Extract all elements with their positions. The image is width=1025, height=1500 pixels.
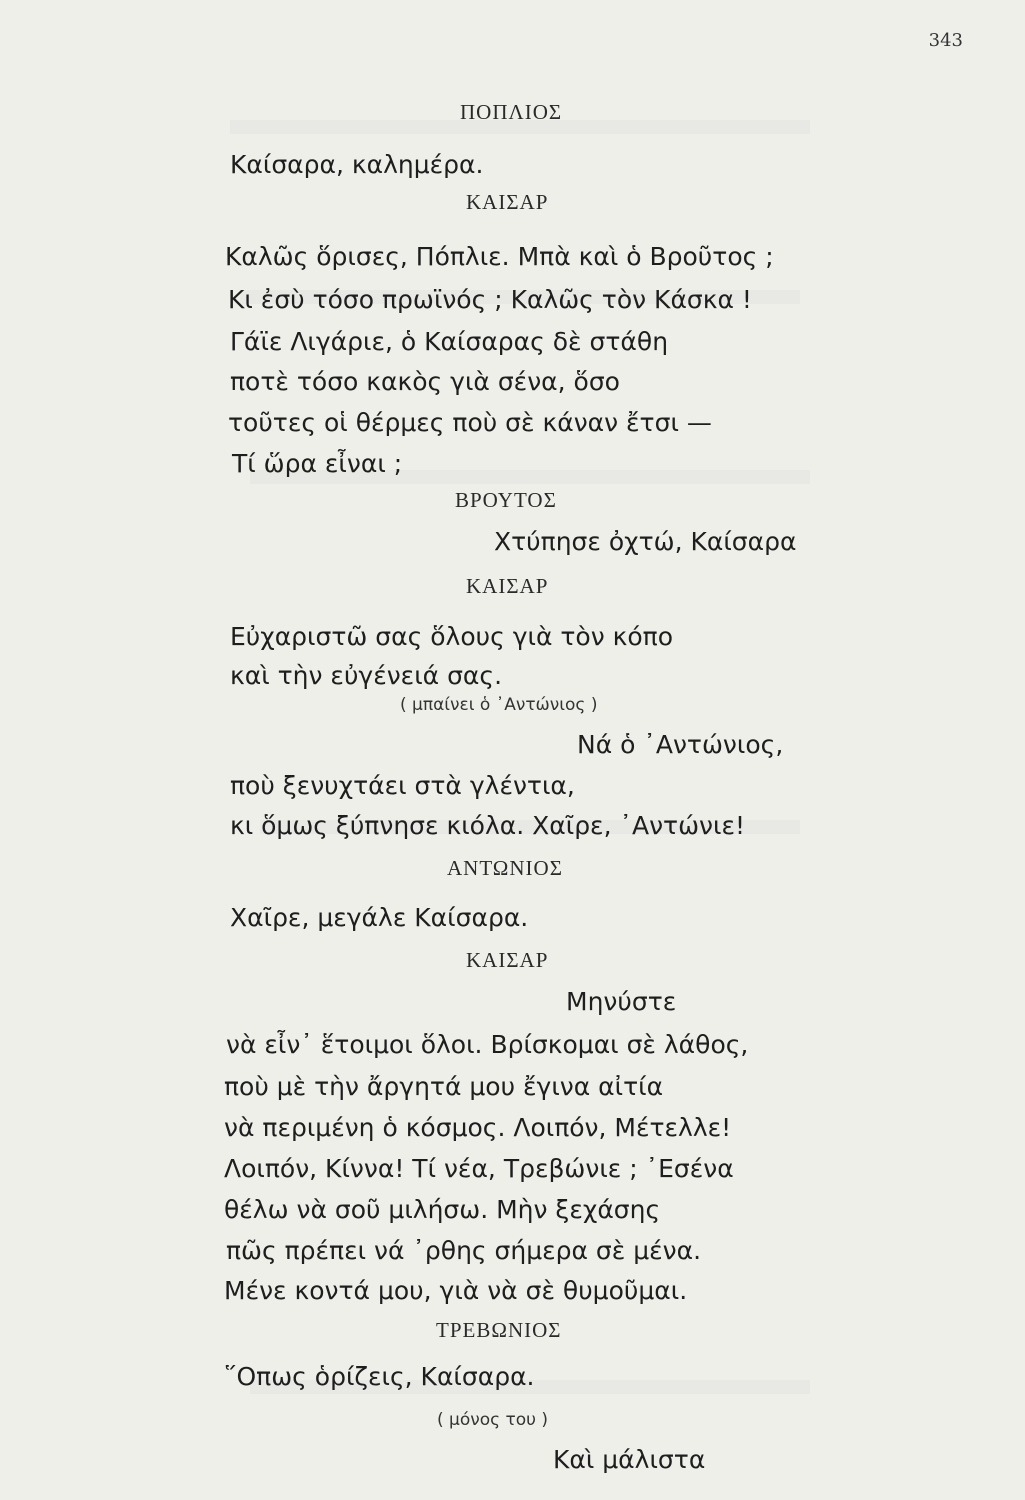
verse-line: ποὺ μὲ τὴν ἄργητά μου ἔγινα αἰτία (224, 1072, 664, 1101)
verse-line: Μένε κοντά μου, γιὰ νὰ σὲ θυμοῦμαι. (224, 1276, 688, 1305)
speaker-heading: ΚΑΙΣΑΡ (466, 190, 549, 214)
speaker-heading: ΚΑΙΣΑΡ (466, 948, 549, 972)
verse-line: Χτύπησε ὀχτώ, Καίσαρα (494, 527, 797, 556)
verse-line: Καίσαρα, καλημέρα. (230, 150, 484, 179)
stage-direction: ( μπαίνει ὁ ᾿Αντώνιος ) (400, 695, 598, 715)
verse-line: ῞Οπως ὁρίζεις, Καίσαρα. (224, 1362, 535, 1391)
verse-line: Κι ἐσὺ τόσο πρωϊνός ; Καλῶς τὸν Κάσκα ! (228, 285, 752, 314)
page-number: 343 (928, 30, 963, 51)
speaker-heading: ΑΝΤΩΝΙΟΣ (447, 856, 563, 880)
verse-line: Εὐχαριστῶ σας ὅλους γιὰ τὸν κόπο (230, 622, 674, 651)
verse-line: Μηνύστε (566, 987, 677, 1016)
verse-line: πῶς πρέπει νά ᾿ρθης σήμερα σὲ μένα. (226, 1236, 702, 1265)
verse-line: θέλω νὰ σοῦ μιλήσω. Μὴν ξεχάσης (224, 1195, 661, 1224)
verse-line: ποὺ ξενυχτάει στὰ γλέντια, (230, 771, 575, 800)
verse-line: ποτὲ τόσο κακὸς γιὰ σένα, ὅσο (230, 367, 620, 396)
speaker-heading: ΠΟΠΛΙΟΣ (460, 100, 563, 124)
verse-line: Τί ὥρα εἶναι ; (232, 449, 403, 478)
verse-line: Νά ὁ ᾿Αντώνιος, (577, 730, 784, 759)
verse-line: Καὶ μάλιστα (553, 1445, 706, 1474)
verse-line: καὶ τὴν εὐγένειά σας. (230, 661, 503, 690)
verse-line: τοῦτες οἱ θέρμες ποὺ σὲ κάναν ἔτσι — (228, 408, 712, 437)
speaker-heading: ΚΑΙΣΑΡ (466, 574, 549, 598)
verse-line: Λοιπόν, Κίννα! Τί νέα, Τρεβώνιε ; ᾿Εσένα (224, 1154, 734, 1183)
stage-direction: ( μόνος του ) (437, 1410, 549, 1430)
speaker-heading: ΒΡΟΥΤΟΣ (455, 488, 557, 512)
verse-line: κι ὅμως ξύπνησε κιόλα. Χαῖρε, ᾿Αντώνιε! (230, 811, 745, 840)
speaker-heading: ΤΡΕΒΩΝΙΟΣ (436, 1318, 562, 1342)
verse-line: νὰ εἶν᾿ ἕτοιμοι ὅλοι. Βρίσκομαι σὲ λάθος, (226, 1030, 749, 1059)
verse-line: νὰ περιμένη ὁ κόσμος. Λοιπόν, Μέτελλε! (224, 1113, 732, 1142)
verse-line: Γάϊε Λιγάριε, ὁ Καίσαρας δὲ στάθη (230, 327, 669, 356)
verse-line: Χαῖρε, μεγάλε Καίσαρα. (230, 903, 529, 932)
verse-line: Καλῶς ὅρισες, Πόπλιε. Μπὰ καὶ ὁ Βροῦτος ; (225, 242, 774, 271)
